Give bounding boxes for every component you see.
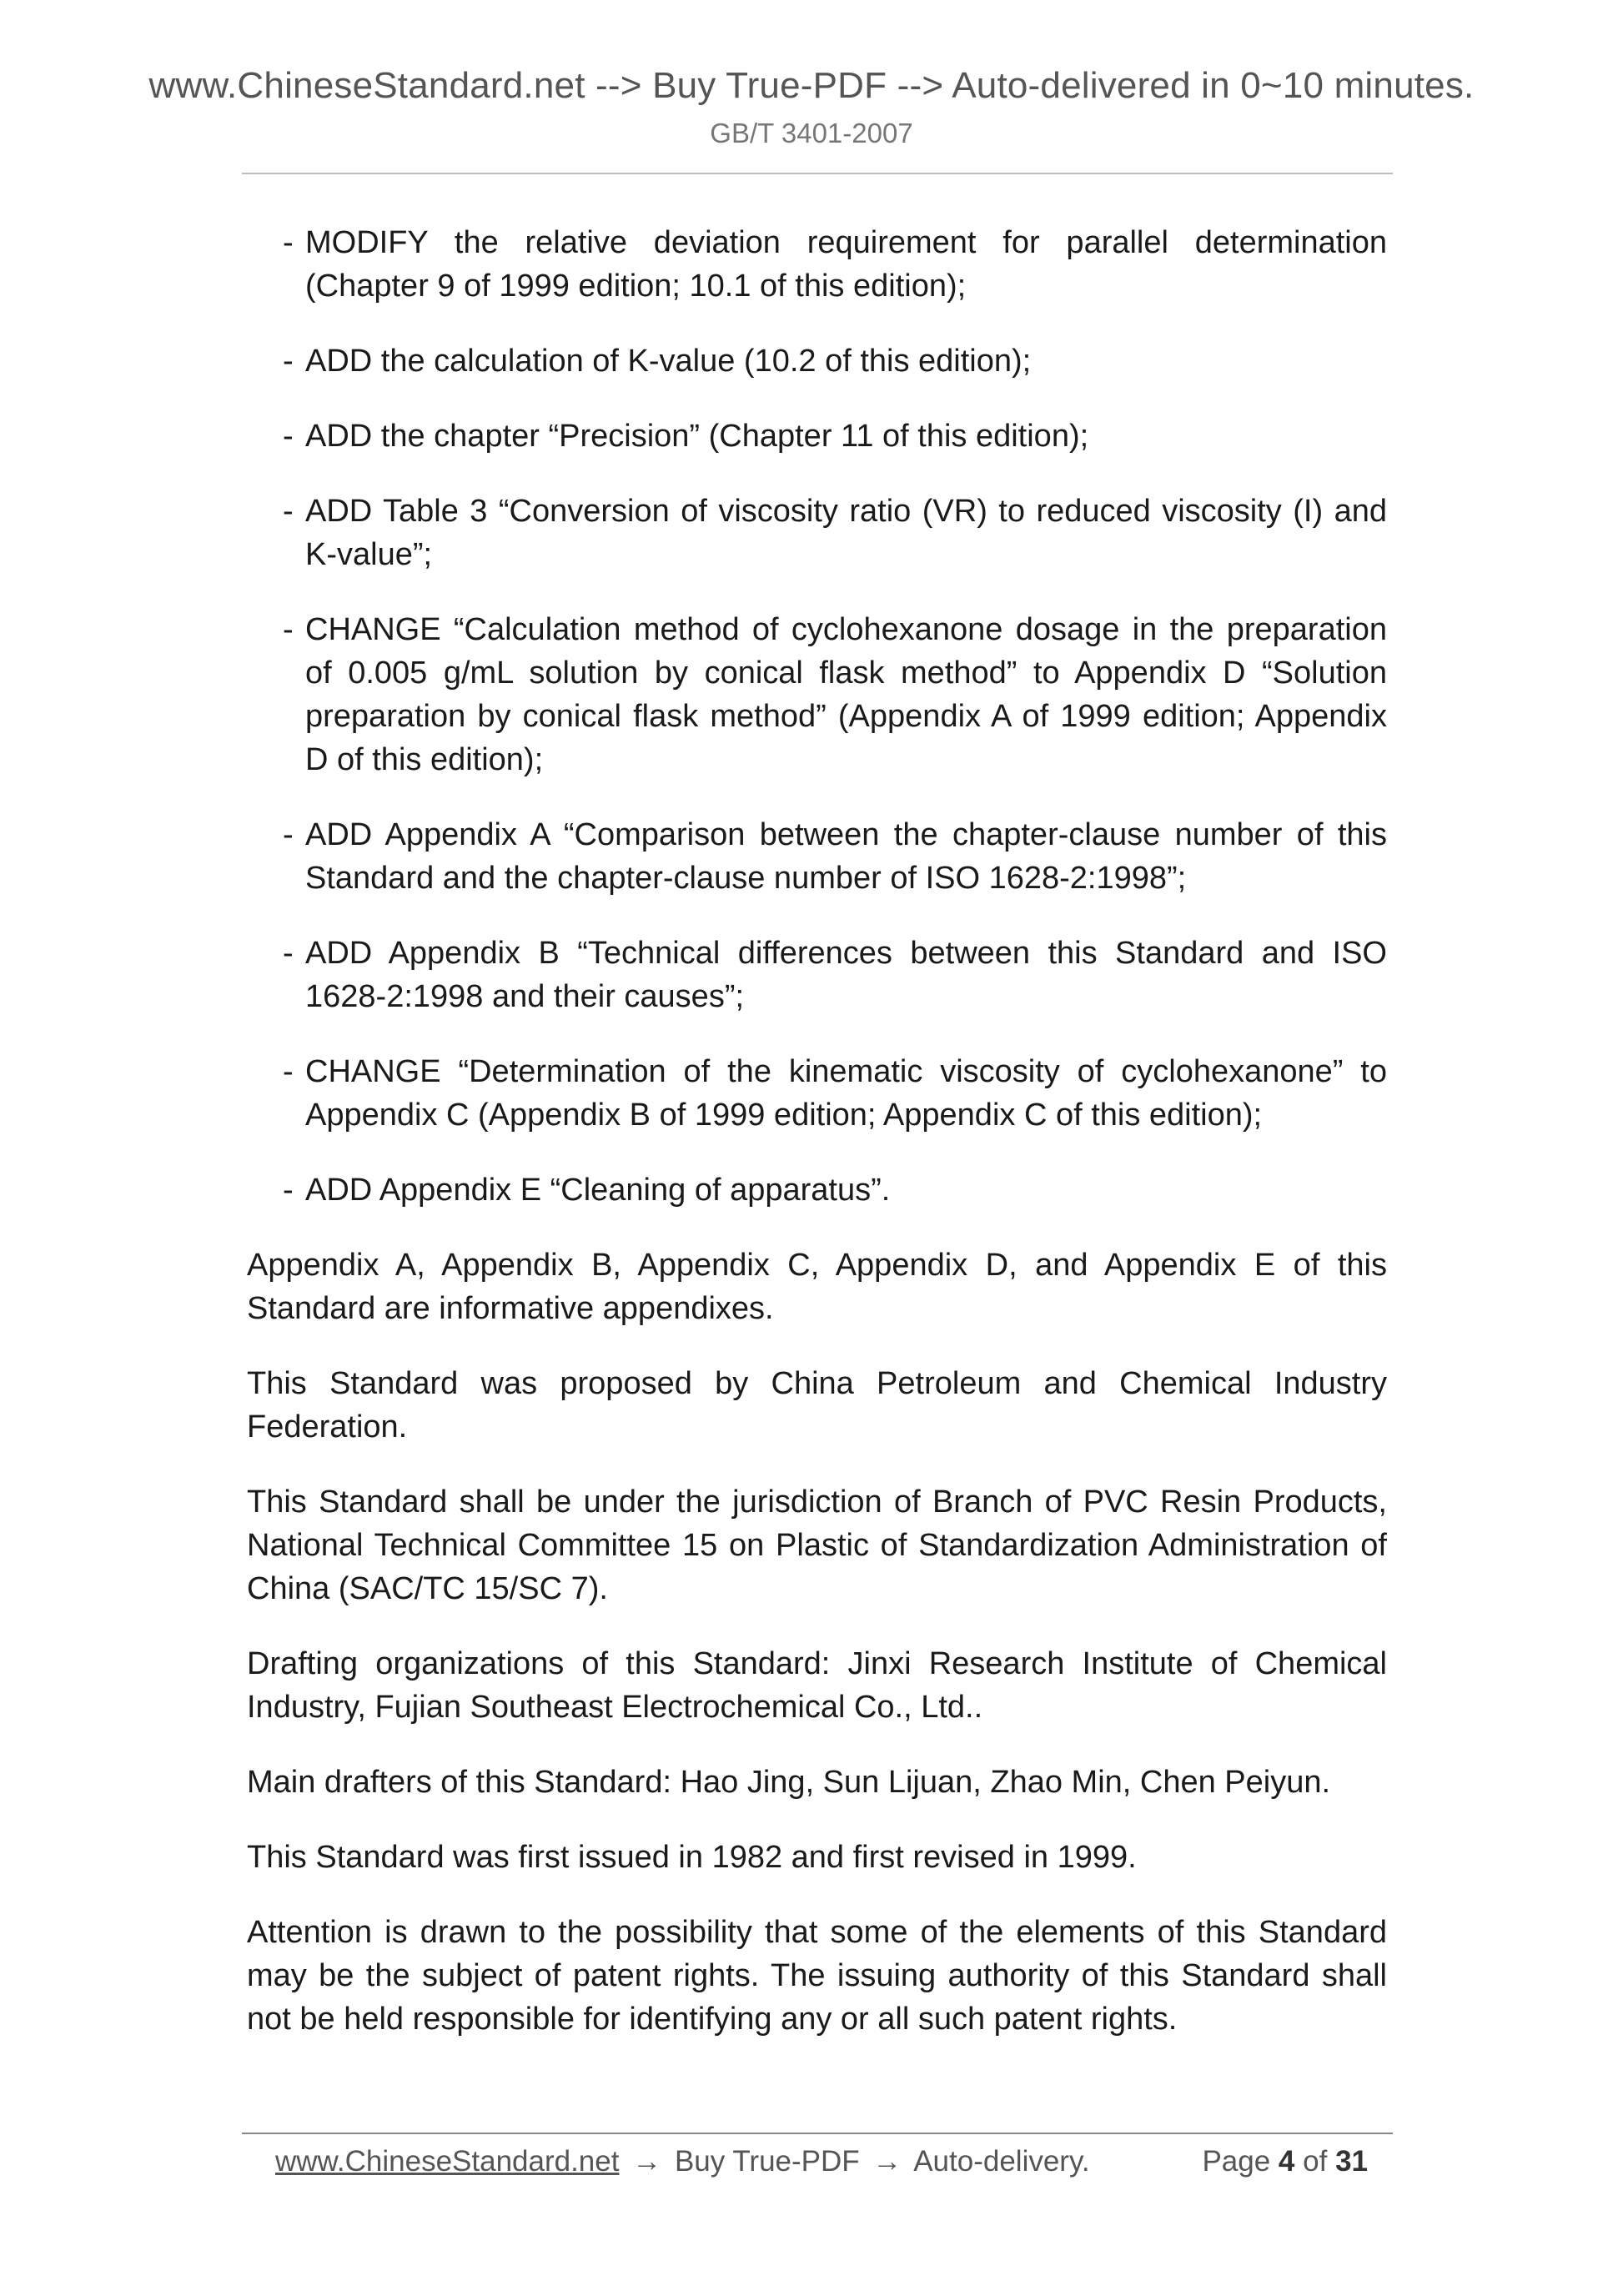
page-content [247,221,1387,2072]
list-dash: - [283,817,294,852]
change-list-item [247,813,1387,900]
list-item-text: ADD Appendix E “Cleaning of apparatus”. [305,1173,891,1208]
change-list-item [247,1050,1387,1137]
footer-auto-text: Auto-delivery. [913,2145,1090,2178]
page-number [1202,2141,1368,2183]
change-list-item [247,339,1387,383]
page-footer [275,2141,1368,2183]
change-list-item [247,608,1387,781]
paragraph-proposed-by: This Standard was proposed by China Petroleum and Chemical Industry Federation. [247,1366,1387,1444]
list-item-text: ADD Appendix B “Technical differences between this Standard and ISO 1628-2:1998 and their causes”; [305,936,1387,1014]
paragraph-appendixes: Appendix A, Appendix B, Appendix C, Appendix D, and Appendix E of this Standard are informative appendixes. [247,1248,1387,1326]
list-item-text: ADD Table 3 “Conversion of viscosity ratio (VR) to reduced viscosity (I) and K-value”; [305,494,1387,572]
list-item-text: ADD the chapter “Precision” (Chapter 11 of this edition); [305,419,1089,454]
arrow-right-icon: → [872,2145,902,2178]
list-item-text: MODIFY the relative deviation requirement for parallel determination (Chapter 9 of 1999 edition; 10.1 of this edition); [305,225,1387,304]
change-list-item [247,932,1387,1018]
page-label: Page [1202,2145,1271,2178]
footer-divider [242,2133,1393,2134]
paragraph-jurisdiction: This Standard shall be under the jurisdiction of Branch of PVC Resin Products, National Technical Committee 15 on Plastic of Standardization Administration of China (SAC/TC 15/SC 7). [247,1485,1387,1606]
header-banner: www.ChineseStandard.net --> Buy True-PDF --> Auto-delivered in 0~10 minutes. [148,65,1475,106]
footer-site-link[interactable]: www.ChineseStandard.net [275,2145,620,2178]
change-list-item [247,1168,1387,1212]
change-list-item [247,490,1387,576]
page-total: 31 [1335,2145,1368,2178]
list-dash: - [283,225,294,260]
page-of: of [1303,2145,1328,2178]
arrow-right-icon: → [632,2145,662,2178]
list-item-text: ADD the calculation of K-value (10.2 of this edition); [305,344,1032,379]
list-item-text: CHANGE “Calculation method of cyclohexanone dosage in the preparation of 0.005 g/mL solution by conical flask method” to Appendix D “Solution preparation by conical flask method” (Appendix A of 1999 edition; Appendix D of this edition); [305,612,1387,777]
list-dash: - [283,419,294,454]
list-dash: - [283,936,294,971]
list-item-text: ADD Appendix A “Comparison between the chapter-clause number of this Standard and the chapter-clause number of ISO 1628-2:1998”; [305,817,1387,896]
paragraph-patent-notice: Attention is drawn to the possibility that some of the elements of this Standard may be the subject of patent rights. The issuing authority of this Standard shall not be held responsible for identifying any or all such patent rights. [247,1915,1387,2037]
list-dash: - [283,612,294,647]
change-list-item [247,414,1387,458]
change-list-item [247,221,1387,308]
page-current: 4 [1278,2145,1295,2178]
list-item-text: CHANGE “Determination of the kinematic viscosity of cyclohexanone” to Appendix C (Appendix B of 1999 edition; Appendix C of this edition); [305,1054,1387,1133]
paragraph-issue-history: This Standard was first issued in 1982 and first revised in 1999. [247,1840,1137,1875]
list-dash: - [283,1173,294,1208]
footer-buy-text: Buy True-PDF [674,2145,860,2178]
header-divider [242,173,1393,174]
list-dash: - [283,344,294,379]
list-dash: - [283,494,294,529]
paragraph-drafting-organizations: Drafting organizations of this Standard: Jinxi Research Institute of Chemical Industry, Fujian Southeast Electrochemical Co., Ltd.. [247,1646,1387,1725]
list-dash: - [283,1054,294,1089]
paragraph-main-drafters: Main drafters of this Standard: Hao Jing, Sun Lijuan, Zhao Min, Chen Peiyun. [247,1765,1331,1800]
document-code: GB/T 3401-2007 [710,118,913,148]
